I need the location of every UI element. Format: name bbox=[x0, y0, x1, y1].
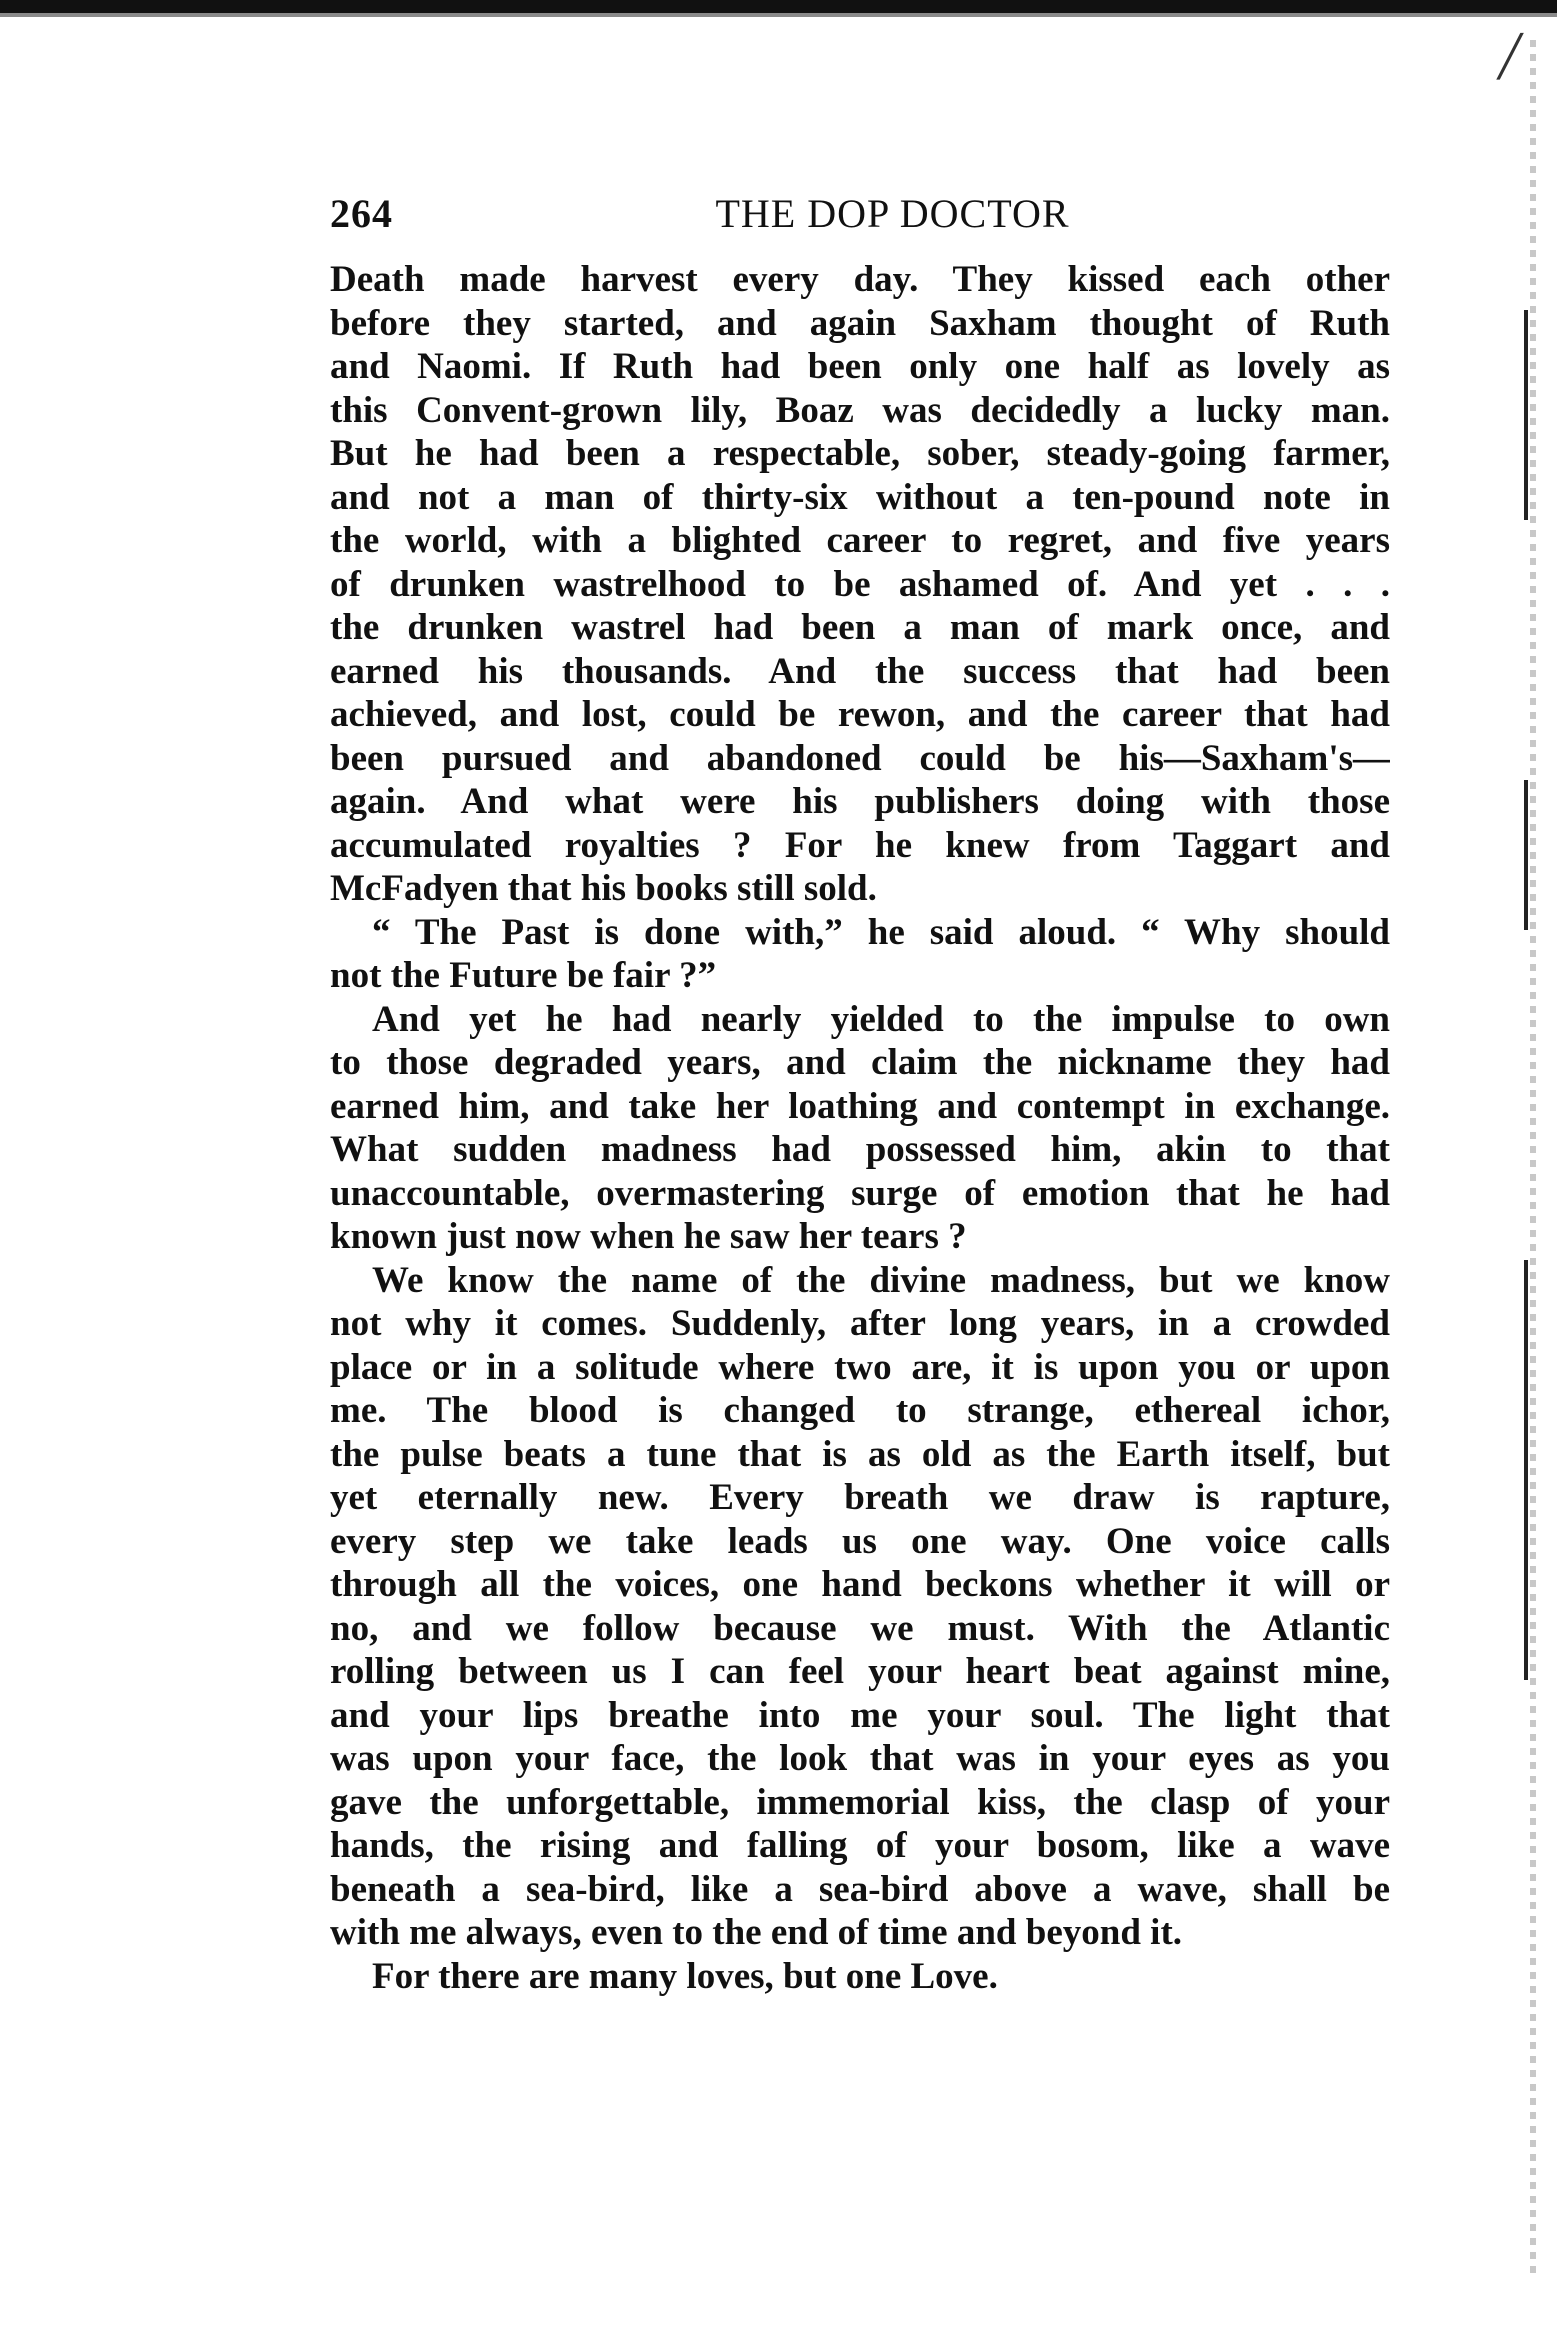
text-line: achieved, and lost, could be rewon, and the career that had bbox=[330, 694, 1390, 735]
text-line: the world, with a blighted career to regret, and five years bbox=[330, 520, 1390, 561]
text-line: place or in a solitude where two are, it is upon you or upon bbox=[330, 1346, 1390, 1388]
text-line: “ The Past is done with,” he said aloud. “ Why should bbox=[372, 911, 1390, 953]
text-line: Death made harvest every day. They kissed each other bbox=[330, 259, 1390, 300]
scan-top-edge-shadow bbox=[0, 13, 1557, 17]
text-line: We know the name of the divine madness, but we know bbox=[372, 1259, 1390, 1301]
text-line: hands, the rising and falling of your bosom, like a wave bbox=[330, 1825, 1390, 1866]
text-line: gave the unforgettable, immemorial kiss, the clasp of your bbox=[330, 1781, 1390, 1823]
text-line: this Convent-grown lily, Boaz was decidedly a lucky man. bbox=[330, 389, 1390, 431]
text-line: me. The blood is changed to strange, ethereal ichor, bbox=[330, 1390, 1390, 1431]
scan-right-edge bbox=[1530, 40, 1536, 2280]
text-line: every step we take leads us one way. One voice calls bbox=[330, 1520, 1390, 1562]
text-line: But he had been a respectable, sober, steady-going farmer, bbox=[330, 433, 1390, 474]
text-line: McFadyen that his books still sold. bbox=[330, 868, 877, 909]
page-corner-tear-icon: ╱ bbox=[1497, 34, 1523, 79]
text-line: unaccountable, overmastering surge of emotion that he had bbox=[330, 1172, 1390, 1214]
text-line: For there are many loves, but one Love. bbox=[372, 1955, 998, 1997]
text-line: What sudden madness had possessed him, akin to that bbox=[330, 1129, 1390, 1170]
page-number: 264 bbox=[330, 191, 393, 236]
text-line: and your lips breathe into me your soul. The light that bbox=[330, 1694, 1390, 1736]
binding-mark bbox=[1524, 310, 1528, 520]
text-line: no, and we follow because we must. With the Atlantic bbox=[330, 1607, 1390, 1649]
text-line: yet eternally new. Every breath we draw is rapture, bbox=[330, 1477, 1390, 1518]
text-line: the drunken wastrel had been a man of mark once, and bbox=[330, 607, 1390, 648]
text-line: before they started, and again Saxham thought of Ruth bbox=[330, 302, 1390, 344]
text-line: earned him, and take her loathing and contempt in exchange. bbox=[330, 1085, 1390, 1127]
text-line: and not a man of thirty-six without a ten-pound note in bbox=[330, 476, 1390, 518]
text-line: was upon your face, the look that was in your eyes as you bbox=[330, 1738, 1390, 1779]
text-line: and Naomi. If Ruth had been only one half as lovely as bbox=[330, 346, 1390, 387]
text-line: of drunken wastrelhood to be ashamed of. And yet . . . bbox=[330, 563, 1390, 605]
text-line: beneath a sea-bird, like a sea-bird above a wave, shall be bbox=[330, 1868, 1390, 1910]
text-line: not why it comes. Suddenly, after long years, in a crowded bbox=[330, 1303, 1390, 1344]
scan-top-edge bbox=[0, 0, 1557, 13]
page-header bbox=[330, 190, 1415, 240]
text-line: accumulated royalties ? For he knew from Taggart and bbox=[330, 824, 1390, 866]
text-line: And yet he had nearly yielded to the impulse to own bbox=[372, 998, 1390, 1040]
body-text bbox=[330, 258, 1390, 1998]
text-line: through all the voices, one hand beckons whether it will or bbox=[330, 1564, 1390, 1605]
text-line: known just now when he saw her tears ? bbox=[330, 1216, 967, 1257]
binding-mark bbox=[1524, 1260, 1528, 1680]
text-line: with me always, even to the end of time and beyond it. bbox=[330, 1912, 1183, 1953]
text-line: been pursued and abandoned could be his—Saxham's— bbox=[330, 737, 1390, 779]
text-line: earned his thousands. And the success that had been bbox=[330, 650, 1390, 692]
text-line: to those degraded years, and claim the nickname they had bbox=[330, 1042, 1390, 1083]
text-line: the pulse beats a tune that is as old as the Earth itself, but bbox=[330, 1433, 1390, 1475]
text-line: not the Future be fair ?” bbox=[330, 955, 717, 996]
text-line: rolling between us I can feel your heart beat against mine, bbox=[330, 1651, 1390, 1692]
text-line: again. And what were his publishers doing with those bbox=[330, 781, 1390, 822]
running-head: THE DOP DOCTOR bbox=[715, 191, 1070, 236]
binding-mark bbox=[1524, 780, 1528, 930]
